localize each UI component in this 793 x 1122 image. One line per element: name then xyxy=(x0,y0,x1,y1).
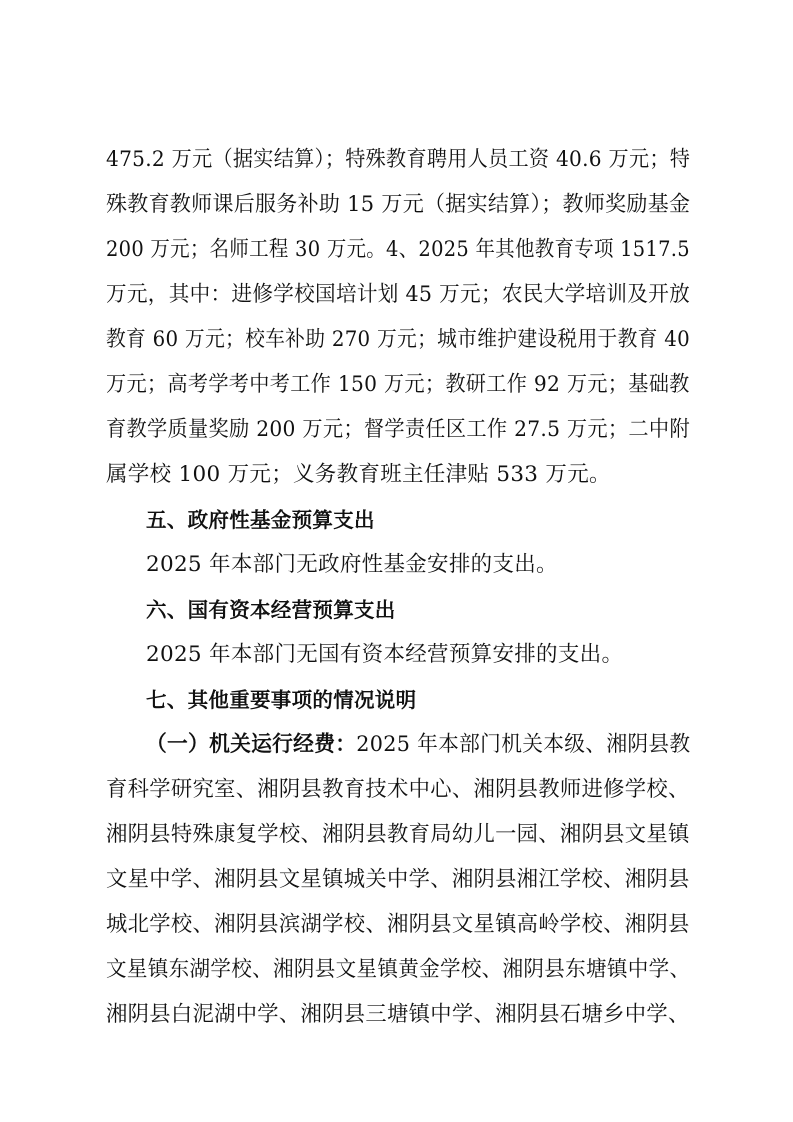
section-heading-government-fund: 五、政府性基金预算支出 xyxy=(146,508,375,532)
paragraph-line: 属学校 100 万元；义务教育班主任津贴 533 万元。 xyxy=(106,462,611,487)
paragraph-line: 育教学质量奖励 200 万元；督学责任区工作 27.5 万元；二中附 xyxy=(106,417,690,442)
section-text-state-capital: 2025 年本部门无国有资本经营预算安排的支出。 xyxy=(146,642,624,667)
paragraph-line: 湘阴县白泥湖中学、湘阴县三塘镇中学、湘阴县石塘乡中学、 xyxy=(106,1002,690,1027)
paragraph-line: 475.2 万元（据实结算）；特殊教育聘用人员工资 40.6 万元；特 xyxy=(106,147,691,172)
section-text-government-fund: 2025 年本部门无政府性基金安排的支出。 xyxy=(146,552,558,577)
subsection-label: （一）机关运行经费： xyxy=(146,732,357,757)
paragraph-line: 育科学研究室、湘阴县教育技术中心、湘阴县教师进修学校、 xyxy=(106,777,690,802)
subsection-first-line xyxy=(146,730,690,760)
paragraph-line: 城北学校、湘阴县滨湖学校、湘阴县文星镇高岭学校、湘阴县 xyxy=(106,912,690,937)
paragraph-line: 教育 60 万元；校车补助 270 万元；城市维护建设税用于教育 40 xyxy=(106,327,690,352)
paragraph-line: 文星镇东湖学校、湘阴县文星镇黄金学校、湘阴县东塘镇中学、 xyxy=(106,957,691,982)
section-heading-other-matters: 七、其他重要事项的情况说明 xyxy=(146,688,417,712)
section-heading-state-capital: 六、国有资本经营预算支出 xyxy=(146,598,396,622)
subsection-text: 2025 年本部门机关本级、湘阴县教 xyxy=(356,732,691,757)
paragraph-line: 万元；高考学考中考工作 150 万元；教研工作 92 万元；基础教 xyxy=(106,372,690,397)
paragraph-line: 文星中学、湘阴县文星镇城关中学、湘阴县湘江学校、湘阴县 xyxy=(106,867,690,892)
paragraph-line: 殊教育教师课后服务补助 15 万元（据实结算）；教师奖励基金 xyxy=(106,192,691,217)
paragraph-line: 万元，其中：进修学校国培计划 45 万元；农民大学培训及开放 xyxy=(106,282,691,307)
paragraph-line: 200 万元；名师工程 30 万元。4、2025 年其他教育专项 1517.5 xyxy=(106,237,690,262)
paragraph-line: 湘阴县特殊康复学校、湘阴县教育局幼儿一园、湘阴县文星镇 xyxy=(106,822,690,847)
